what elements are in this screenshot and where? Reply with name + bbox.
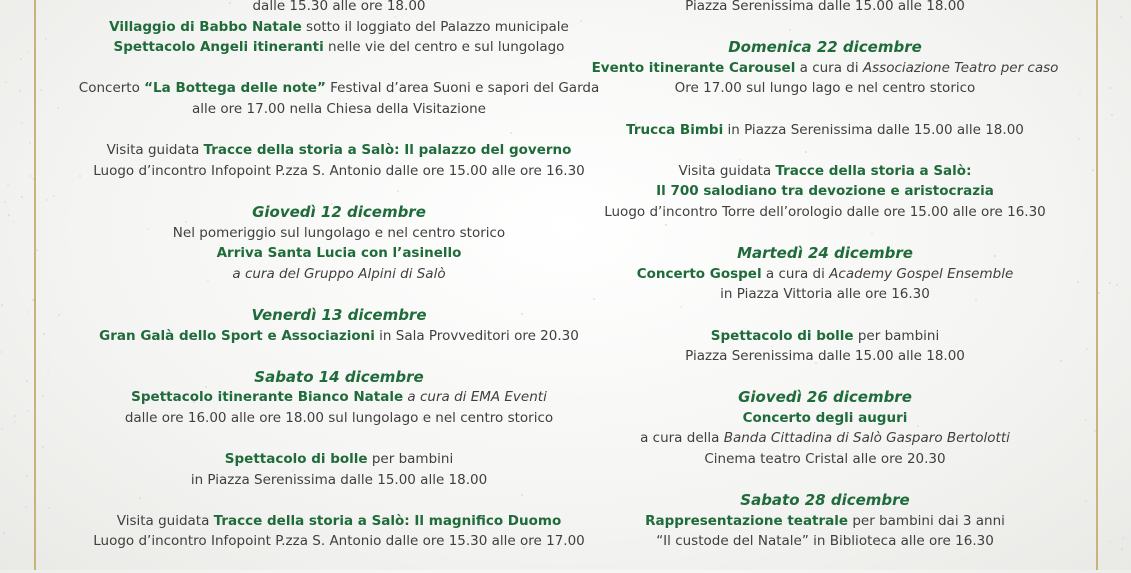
event-line <box>64 326 614 347</box>
snow-dot <box>14 421 16 423</box>
event-line <box>64 387 614 408</box>
event-line <box>64 140 614 161</box>
event-title: Tracce della storia a Salò: Il palazzo del governo <box>203 142 572 159</box>
event-title: Gran Galà dello Sport e Associazioni <box>99 327 375 344</box>
event-block <box>64 511 614 552</box>
snow-dot <box>20 58 22 60</box>
snow-dot <box>29 142 31 144</box>
event-block <box>560 120 1090 141</box>
event-detail: Nel pomeriggio sul lungolago e nel centro storico <box>172 224 506 241</box>
snow-dot <box>13 221 15 223</box>
event-line <box>64 243 614 264</box>
event-detail: a cura della <box>640 430 724 447</box>
snow-dot <box>48 507 50 509</box>
event-line <box>64 161 614 182</box>
right-program-column <box>560 0 1090 573</box>
snow-dot <box>45 38 47 40</box>
snow-dot <box>32 178 34 180</box>
event-title: “La Bottega delle note” <box>144 80 326 97</box>
event-detail: dalle ore 16.00 alle ore 18.00 sul lungolago e nel centro storico <box>124 409 554 426</box>
event-line <box>560 202 1090 223</box>
event-detail: per bambini <box>853 327 940 344</box>
snow-dot <box>46 199 48 201</box>
event-detail: per bambini dai 3 anni <box>848 512 1005 529</box>
snow-dot <box>47 372 49 374</box>
snow-dot <box>21 196 23 198</box>
event-title: Trucca Bimbi <box>626 121 724 138</box>
date-heading: Martedì 24 dicembre <box>737 244 913 263</box>
event-title: Evento itinerante Carousel <box>591 59 796 76</box>
event-block <box>560 243 1090 305</box>
snow-dot <box>7 184 9 186</box>
event-block <box>560 37 1090 99</box>
event-block <box>560 0 1090 17</box>
event-line <box>560 284 1090 305</box>
snow-dot <box>5 81 7 83</box>
event-detail: a cura di <box>761 265 830 282</box>
snow-dot <box>57 107 59 109</box>
snow-dot <box>3 532 5 534</box>
date-heading: Venerdì 13 dicembre <box>251 305 427 324</box>
snow-dot <box>40 89 42 91</box>
date-heading: Sabato 14 dicembre <box>254 367 424 386</box>
snow-dot <box>29 175 31 177</box>
event-detail: Luogo d’incontro Infopoint P.zza S. Antonio dalle ore 15.30 alle ore 17.00 <box>93 533 585 550</box>
event-title: Tracce della storia a Salò: <box>775 162 972 179</box>
event-line <box>64 78 614 99</box>
snow-dot <box>27 51 29 53</box>
event-block <box>64 78 614 119</box>
event-detail: Concerto <box>78 80 145 97</box>
organizer-text: a cura di EMA Eventi <box>403 389 547 406</box>
snow-dot <box>1121 548 1123 550</box>
event-detail: “Il custode del Natale” in Biblioteca alle ore 16.30 <box>656 533 994 550</box>
event-detail: Cinema teatro Cristal alle ore 20.30 <box>704 451 946 468</box>
organizer-text: Academy Gospel Ensemble <box>829 265 1014 282</box>
event-line <box>560 408 1090 429</box>
event-detail: alle ore 17.00 nella Chiesa della Visitazione <box>192 100 486 117</box>
event-line <box>560 181 1090 202</box>
event-line <box>560 531 1090 552</box>
snow-dot <box>1116 284 1118 286</box>
snow-dot <box>26 380 28 382</box>
event-block <box>560 490 1090 552</box>
event-detail: in Piazza Serenissima dalle 15.00 alle 18.00 <box>190 471 488 488</box>
snow-dot <box>21 122 23 124</box>
event-line <box>560 511 1090 532</box>
event-line <box>64 511 614 532</box>
event-title: Spettacolo di bolle <box>710 327 854 344</box>
event-title: Il 700 salodiano tra devozione e aristocrazia <box>656 183 994 200</box>
event-detail: in Piazza Serenissima dalle 15.00 alle 18.00 <box>723 121 1024 138</box>
event-block <box>64 305 614 346</box>
event-detail: a cura di <box>795 59 863 76</box>
event-title: Spettacolo itinerante Bianco Natale <box>131 389 404 406</box>
event-detail: Festival d’area Suoni e sapori del Garda <box>325 80 600 97</box>
event-line <box>64 531 614 552</box>
snow-dot <box>42 446 44 448</box>
event-detail: Visita guidata <box>106 142 204 159</box>
organizer-text: Banda Cittadina di Salò Gasparo Bertolotti <box>723 430 1010 447</box>
event-line <box>64 408 614 429</box>
event-detail: Piazza Serenissima dalle 15.00 alle 18.00 <box>685 348 965 365</box>
event-block <box>64 0 614 58</box>
event-detail: sotto il loggiato del Palazzo municipale <box>301 18 569 35</box>
event-line <box>64 0 614 17</box>
organizer-text: Associazione Teatro per caso <box>862 59 1059 76</box>
left-gold-border <box>34 0 36 570</box>
event-detail: Visita guidata <box>678 162 776 179</box>
snow-dot <box>8 214 10 216</box>
event-title: Spettacolo di bolle <box>224 451 368 468</box>
snow-dot <box>19 90 21 92</box>
event-detail: Luogo d’incontro Infopoint P.zza S. Antonio dalle ore 15.00 alle ore 16.30 <box>93 162 585 179</box>
event-line <box>64 264 614 285</box>
event-line <box>560 0 1090 17</box>
event-line <box>64 17 614 38</box>
event-title: Spettacolo Angeli itineranti <box>113 39 324 56</box>
event-detail: nelle vie del centro e sul lungolago <box>323 39 565 56</box>
event-detail: dalle 15.30 alle ore 18.00 <box>252 0 426 14</box>
snow-dot <box>36 249 38 251</box>
snow-dot <box>1120 16 1122 18</box>
snow-dot <box>32 299 34 301</box>
event-line <box>560 120 1090 141</box>
event-line <box>560 58 1090 79</box>
date-heading: Giovedì 26 dicembre <box>738 388 912 407</box>
event-detail: Visita guidata <box>116 512 214 529</box>
event-title: Concerto Gospel <box>636 265 762 282</box>
event-detail: in Sala Provveditori ore 20.30 <box>374 327 579 344</box>
date-heading: Sabato 28 dicembre <box>740 491 910 510</box>
snow-dot <box>1109 282 1111 284</box>
right-gold-border <box>1096 0 1098 570</box>
event-block <box>64 202 614 284</box>
event-title: Villaggio di Babbo Natale <box>109 18 302 35</box>
snow-dot <box>27 410 29 412</box>
event-block <box>64 140 614 181</box>
snow-dot <box>1109 541 1111 543</box>
event-title: Tracce della storia a Salò: Il magnifico Duomo <box>213 512 562 529</box>
organizer-text: a cura del Gruppo Alpini di Salò <box>232 265 446 282</box>
event-block <box>64 367 614 429</box>
snow-dot <box>1 428 3 430</box>
event-line <box>560 326 1090 347</box>
snow-dot <box>1109 87 1111 89</box>
event-line <box>64 470 614 491</box>
event-detail: per bambini <box>367 451 454 468</box>
event-title: Arriva Santa Lucia con l’asinello <box>216 245 462 262</box>
event-line <box>64 37 614 58</box>
snow-dot <box>58 314 60 316</box>
event-line <box>560 161 1090 182</box>
snow-dot <box>0 351 2 353</box>
snow-dot <box>42 395 44 397</box>
event-block <box>64 449 614 490</box>
event-detail: Piazza Serenissima dalle 15.00 alle 18.00 <box>685 0 965 14</box>
event-line <box>64 449 614 470</box>
snow-dot <box>4 201 6 203</box>
event-detail: Ore 17.00 sul lungo lago e nel centro storico <box>674 80 976 97</box>
event-block <box>560 326 1090 367</box>
date-heading: Domenica 22 dicembre <box>728 38 922 57</box>
snow-dot <box>26 475 28 477</box>
snow-dot <box>27 311 29 313</box>
event-block <box>560 387 1090 469</box>
snow-dot <box>14 415 16 417</box>
event-detail: in Piazza Vittoria alle ore 16.30 <box>720 286 930 303</box>
event-line <box>560 78 1090 99</box>
snow-dot <box>1122 537 1124 539</box>
snow-dot <box>25 506 27 508</box>
event-title: Rappresentazione teatrale <box>645 512 849 529</box>
snow-dot <box>43 333 45 335</box>
event-line <box>560 428 1090 449</box>
event-detail: Luogo d’incontro Torre dell’orologio dalle ore 15.00 alle ore 16.30 <box>604 203 1046 220</box>
snow-dot <box>53 195 55 197</box>
snow-dot <box>1092 169 1094 171</box>
event-line <box>560 449 1090 470</box>
left-program-column <box>64 0 614 573</box>
event-line <box>64 223 614 244</box>
event-line <box>560 346 1090 367</box>
event-title: Concerto degli auguri <box>742 409 908 426</box>
date-heading: Giovedì 12 dicembre <box>252 202 426 221</box>
event-block <box>560 161 1090 223</box>
event-line <box>64 99 614 120</box>
event-line <box>560 264 1090 285</box>
snow-dot <box>1 304 3 306</box>
snow-dot <box>1111 114 1113 116</box>
